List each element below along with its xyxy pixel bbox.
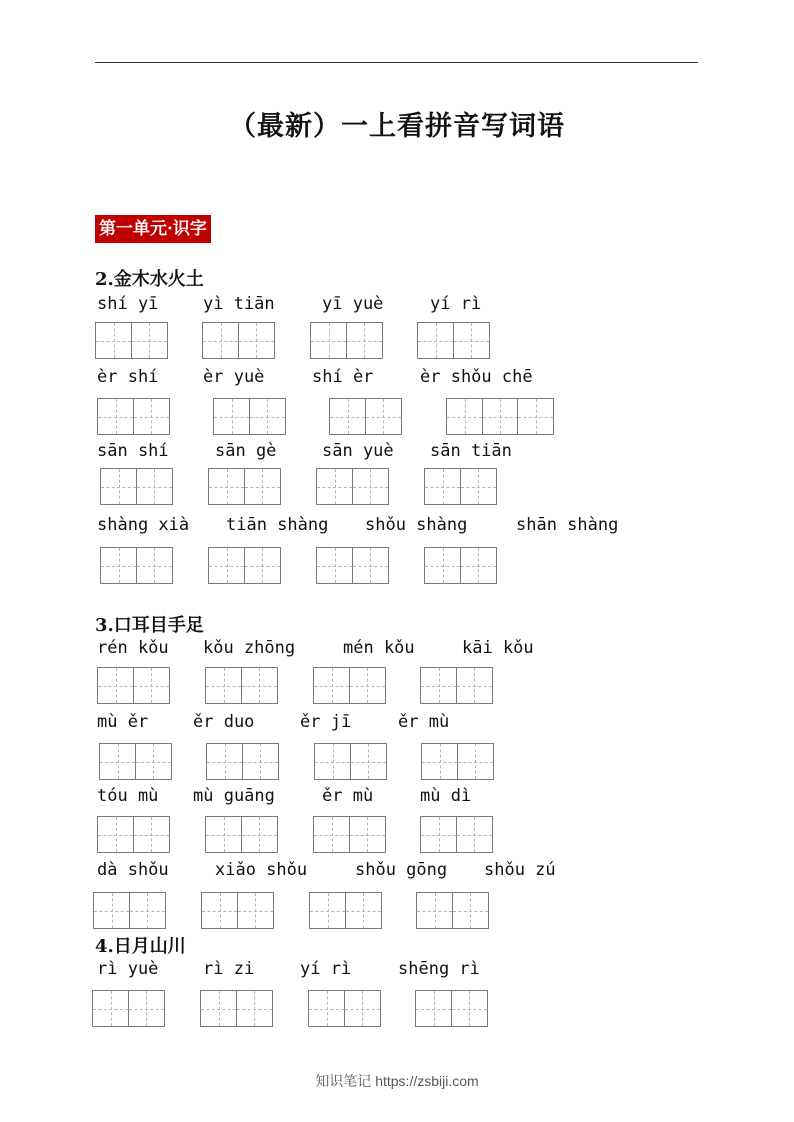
pinyin-label: mù dì bbox=[420, 786, 472, 806]
tian-zi-cell[interactable] bbox=[136, 547, 173, 584]
pinyin-label: ěr duo bbox=[193, 712, 255, 732]
writing-grid[interactable] bbox=[415, 990, 488, 1027]
tian-zi-cell[interactable] bbox=[310, 322, 347, 359]
tian-zi-cell[interactable] bbox=[201, 892, 238, 929]
tian-zi-cell[interactable] bbox=[92, 990, 129, 1027]
pinyin-label: ěr mù bbox=[398, 712, 450, 732]
section-title: 2.金木水火土 bbox=[95, 269, 204, 290]
pinyin-label: rén kǒu bbox=[97, 638, 169, 658]
writing-grid[interactable] bbox=[208, 547, 281, 584]
tian-zi-cell[interactable] bbox=[313, 816, 350, 853]
writing-grid[interactable] bbox=[213, 398, 286, 435]
writing-grid[interactable] bbox=[200, 990, 273, 1027]
pinyin-label: shān shàng bbox=[516, 515, 619, 535]
tian-zi-cell[interactable] bbox=[420, 667, 457, 704]
pinyin-label: yí rì bbox=[430, 294, 482, 314]
tian-zi-cell[interactable] bbox=[457, 743, 494, 780]
section-title: 4.日月山川 bbox=[95, 936, 186, 957]
tian-zi-cell[interactable] bbox=[308, 990, 345, 1027]
pinyin-label: mù ěr bbox=[97, 712, 149, 732]
pinyin-label: ěr jī bbox=[300, 712, 352, 732]
pinyin-label: èr shǒu chē bbox=[420, 367, 533, 387]
pinyin-label: yí rì bbox=[300, 959, 352, 979]
tian-zi-cell[interactable] bbox=[93, 892, 130, 929]
pinyin-label: mù guāng bbox=[193, 786, 275, 806]
writing-grid[interactable] bbox=[100, 468, 173, 505]
pinyin-label: yī yuè bbox=[322, 294, 384, 314]
tian-zi-cell[interactable] bbox=[249, 398, 286, 435]
tian-zi-cell[interactable] bbox=[100, 468, 137, 505]
writing-grid[interactable] bbox=[313, 667, 386, 704]
tian-zi-cell[interactable] bbox=[135, 743, 172, 780]
tian-zi-cell[interactable] bbox=[416, 892, 453, 929]
tian-zi-cell[interactable] bbox=[213, 398, 250, 435]
pinyin-label: tóu mù bbox=[97, 786, 159, 806]
tian-zi-cell[interactable] bbox=[314, 743, 351, 780]
footer-watermark: 知识笔记 https://zsbiji.com bbox=[315, 1073, 479, 1089]
tian-zi-cell[interactable] bbox=[345, 892, 382, 929]
page-title: （最新）一上看拼音写词语 bbox=[229, 111, 565, 142]
tian-zi-cell[interactable] bbox=[133, 667, 170, 704]
tian-zi-cell[interactable] bbox=[350, 743, 387, 780]
writing-grid[interactable] bbox=[421, 743, 494, 780]
tian-zi-cell[interactable] bbox=[128, 990, 165, 1027]
tian-zi-cell[interactable] bbox=[346, 322, 383, 359]
writing-grid[interactable] bbox=[424, 468, 497, 505]
pinyin-label: mén kǒu bbox=[343, 638, 415, 658]
tian-zi-cell[interactable] bbox=[456, 667, 493, 704]
tian-zi-cell[interactable] bbox=[208, 468, 245, 505]
writing-grid[interactable] bbox=[100, 547, 173, 584]
pinyin-label: sān tiān bbox=[430, 441, 512, 461]
tian-zi-cell[interactable] bbox=[244, 547, 281, 584]
pinyin-label: dà shǒu bbox=[97, 860, 169, 880]
tian-zi-cell[interactable] bbox=[205, 667, 242, 704]
pinyin-label: èr yuè bbox=[203, 367, 265, 387]
pinyin-label: xiǎo shǒu bbox=[215, 860, 308, 880]
pinyin-label: ěr mù bbox=[322, 786, 374, 806]
writing-grid[interactable] bbox=[420, 667, 493, 704]
unit-badge: 第一单元·识字 bbox=[95, 215, 211, 243]
tian-zi-cell[interactable] bbox=[100, 547, 137, 584]
pinyin-label: sān shí bbox=[97, 441, 169, 461]
pinyin-label: shǒu shàng bbox=[365, 515, 468, 535]
writing-grid[interactable] bbox=[446, 398, 554, 435]
tian-zi-cell[interactable] bbox=[206, 743, 243, 780]
pinyin-label: tiān shàng bbox=[226, 515, 329, 535]
writing-grid[interactable] bbox=[313, 816, 386, 853]
tian-zi-cell[interactable] bbox=[329, 398, 366, 435]
writing-grid[interactable] bbox=[424, 547, 497, 584]
writing-grid[interactable] bbox=[205, 816, 278, 853]
section-title: 3.口耳目手足 bbox=[95, 615, 204, 636]
pinyin-label: rì yuè bbox=[97, 959, 159, 979]
tian-zi-cell[interactable] bbox=[200, 990, 237, 1027]
tian-zi-cell[interactable] bbox=[309, 892, 346, 929]
tian-zi-cell[interactable] bbox=[208, 547, 245, 584]
writing-grid[interactable] bbox=[202, 322, 275, 359]
tian-zi-cell[interactable] bbox=[129, 892, 166, 929]
writing-grid[interactable] bbox=[201, 892, 274, 929]
tian-zi-cell[interactable] bbox=[95, 322, 132, 359]
tian-zi-cell[interactable] bbox=[352, 468, 389, 505]
tian-zi-cell[interactable] bbox=[97, 398, 134, 435]
tian-zi-cell[interactable] bbox=[349, 816, 386, 853]
writing-grid[interactable] bbox=[97, 667, 170, 704]
tian-zi-cell[interactable] bbox=[238, 322, 275, 359]
writing-grid[interactable] bbox=[329, 398, 402, 435]
writing-grid[interactable] bbox=[99, 743, 172, 780]
tian-zi-cell[interactable] bbox=[451, 990, 488, 1027]
writing-grid[interactable] bbox=[309, 892, 382, 929]
tian-zi-cell[interactable] bbox=[97, 816, 134, 853]
writing-grid[interactable] bbox=[416, 892, 489, 929]
tian-zi-cell[interactable] bbox=[424, 547, 461, 584]
tian-zi-cell[interactable] bbox=[517, 398, 554, 435]
tian-zi-cell[interactable] bbox=[241, 667, 278, 704]
writing-grid[interactable] bbox=[97, 816, 170, 853]
writing-grid[interactable] bbox=[316, 468, 389, 505]
pinyin-label: kāi kǒu bbox=[462, 638, 534, 658]
pinyin-label: shǒu zú bbox=[484, 860, 556, 880]
tian-zi-cell[interactable] bbox=[420, 816, 457, 853]
tian-zi-cell[interactable] bbox=[352, 547, 389, 584]
tian-zi-cell[interactable] bbox=[417, 322, 454, 359]
tian-zi-cell[interactable] bbox=[421, 743, 458, 780]
tian-zi-cell[interactable] bbox=[344, 990, 381, 1027]
pinyin-label: yì tiān bbox=[203, 294, 275, 314]
tian-zi-cell[interactable] bbox=[97, 667, 134, 704]
writing-grid[interactable] bbox=[97, 398, 170, 435]
pinyin-label: sān gè bbox=[215, 441, 277, 461]
pinyin-label: èr shí bbox=[97, 367, 159, 387]
pinyin-label: kǒu zhōng bbox=[203, 638, 296, 658]
tian-zi-cell[interactable] bbox=[236, 990, 273, 1027]
tian-zi-cell[interactable] bbox=[237, 892, 274, 929]
writing-grid[interactable] bbox=[206, 743, 279, 780]
tian-zi-cell[interactable] bbox=[133, 816, 170, 853]
writing-grid[interactable] bbox=[205, 667, 278, 704]
tian-zi-cell[interactable] bbox=[242, 743, 279, 780]
writing-grid[interactable] bbox=[308, 990, 381, 1027]
tian-zi-cell[interactable] bbox=[241, 816, 278, 853]
tian-zi-cell[interactable] bbox=[452, 892, 489, 929]
pinyin-label: sān yuè bbox=[322, 441, 394, 461]
tian-zi-cell[interactable] bbox=[244, 468, 281, 505]
tian-zi-cell[interactable] bbox=[446, 398, 483, 435]
pinyin-label: shǒu gōng bbox=[355, 860, 448, 880]
writing-grid[interactable] bbox=[420, 816, 493, 853]
pinyin-label: shàng xià bbox=[97, 515, 190, 535]
pinyin-label: shēng rì bbox=[398, 959, 480, 979]
writing-grid[interactable] bbox=[310, 322, 383, 359]
tian-zi-cell[interactable] bbox=[131, 322, 168, 359]
tian-zi-cell[interactable] bbox=[316, 468, 353, 505]
tian-zi-cell[interactable] bbox=[460, 468, 497, 505]
writing-grid[interactable] bbox=[92, 990, 165, 1027]
tian-zi-cell[interactable] bbox=[349, 667, 386, 704]
tian-zi-cell[interactable] bbox=[316, 547, 353, 584]
tian-zi-cell[interactable] bbox=[460, 547, 497, 584]
tian-zi-cell[interactable] bbox=[202, 322, 239, 359]
tian-zi-cell[interactable] bbox=[313, 667, 350, 704]
pinyin-label: shí yī bbox=[97, 294, 159, 314]
tian-zi-cell[interactable] bbox=[456, 816, 493, 853]
tian-zi-cell[interactable] bbox=[136, 468, 173, 505]
header-rule bbox=[95, 62, 698, 63]
tian-zi-cell[interactable] bbox=[453, 322, 490, 359]
writing-grid[interactable] bbox=[93, 892, 166, 929]
writing-grid[interactable] bbox=[95, 322, 168, 359]
pinyin-label: rì zi bbox=[203, 959, 255, 979]
tian-zi-cell[interactable] bbox=[424, 468, 461, 505]
tian-zi-cell[interactable] bbox=[133, 398, 170, 435]
writing-grid[interactable] bbox=[208, 468, 281, 505]
tian-zi-cell[interactable] bbox=[482, 398, 519, 435]
tian-zi-cell[interactable] bbox=[365, 398, 402, 435]
tian-zi-cell[interactable] bbox=[99, 743, 136, 780]
writing-grid[interactable] bbox=[417, 322, 490, 359]
writing-grid[interactable] bbox=[314, 743, 387, 780]
pinyin-label: shí èr bbox=[312, 367, 374, 387]
tian-zi-cell[interactable] bbox=[205, 816, 242, 853]
writing-grid[interactable] bbox=[316, 547, 389, 584]
tian-zi-cell[interactable] bbox=[415, 990, 452, 1027]
